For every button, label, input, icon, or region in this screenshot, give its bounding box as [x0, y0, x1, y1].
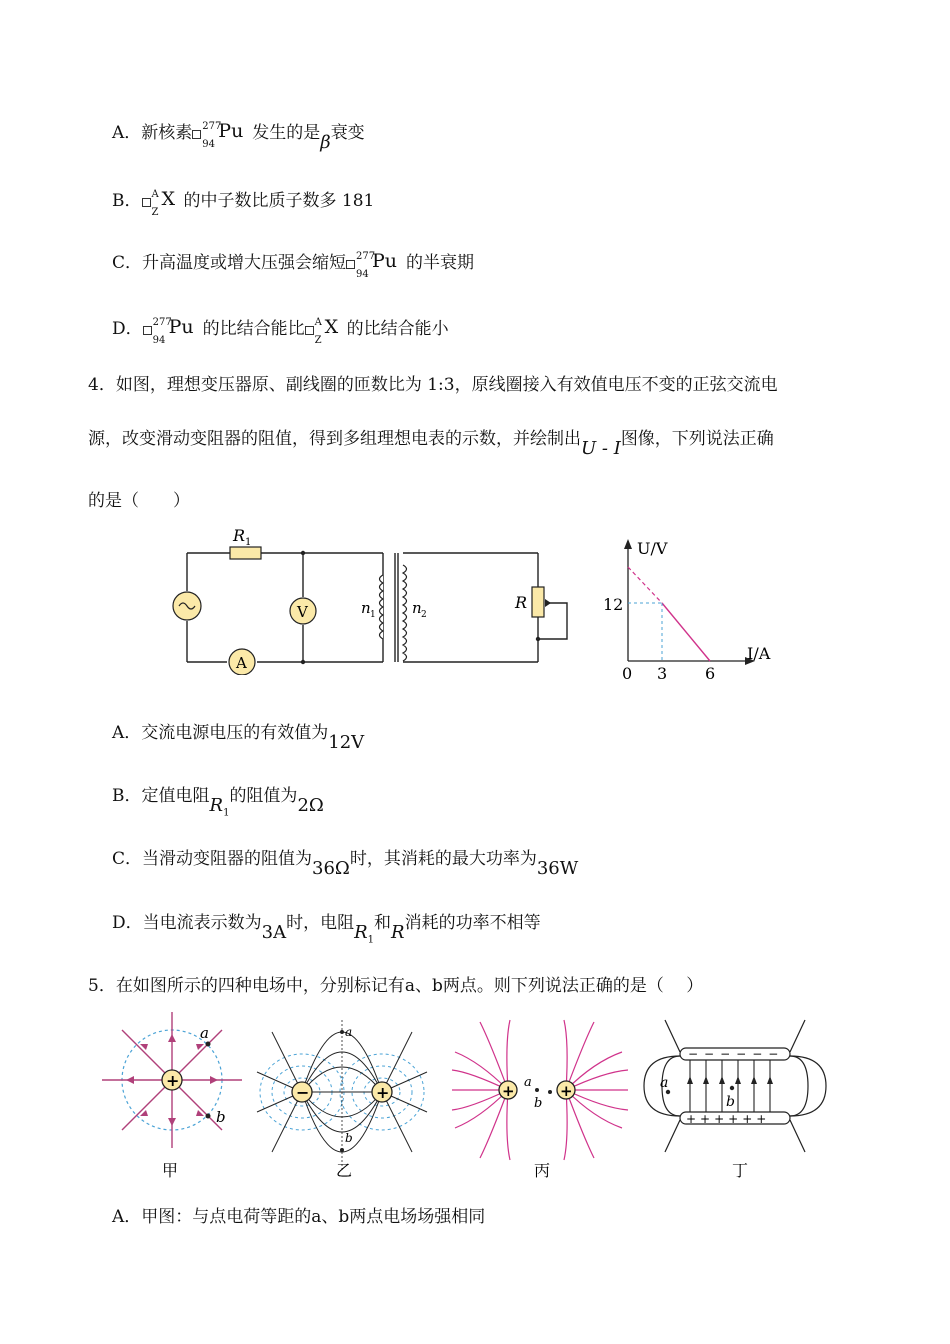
n2-label — [412, 599, 427, 620]
q4-stem-line3: 的是（ ） — [88, 491, 190, 511]
svg-text:2: 2 — [421, 610, 427, 620]
field-diagram-yi — [252, 1012, 430, 1182]
svg-text:++++++: ++++++ — [686, 1112, 771, 1126]
svg-text:1: 1 — [370, 610, 376, 620]
ammeter — [229, 649, 255, 675]
svg-text:+: + — [376, 1083, 390, 1102]
pu-nuclide: 277 94 Pu — [346, 248, 406, 276]
q4-option-d: D．当电流表示数为3A时，电阻$R_1$和R消耗的功率不相等 — [112, 913, 541, 946]
svg-text:R: R — [233, 526, 246, 545]
q3-option-d: D． 277 94 Pu 的比结合能比 A Z X 的比结合能小 — [112, 316, 449, 346]
q3-option-a: A．新核素 277 94 Pu 发生的是β衰变 — [112, 120, 365, 153]
label-jia: 甲 — [162, 1161, 179, 1180]
point-b-label: b — [534, 1096, 543, 1111]
q4-option-b: B．定值电阻$R_1$的阻值为2Ω — [112, 786, 324, 819]
label-yi: 乙 — [336, 1161, 353, 1180]
ac-source — [173, 592, 201, 620]
svg-text:V: V — [297, 603, 308, 621]
tick-6: 6 — [705, 664, 716, 683]
q3-option-b: B． A Z X 的中子数比质子数多 181 — [112, 188, 375, 218]
label-bing: 丙 — [534, 1161, 551, 1180]
point-a-label: a — [345, 1025, 353, 1039]
field-diagram-jia — [100, 1012, 248, 1182]
pu-nuclide: 277 94 Pu — [192, 118, 252, 146]
svg-text:+: + — [560, 1082, 573, 1100]
q4-option-a: A．交流电源电压的有效值为12V — [112, 723, 365, 753]
q4-option-c: C．当滑动变阻器的阻值为36Ω时，其消耗的最大功率为36W — [112, 849, 579, 879]
svg-text:A: A — [236, 654, 247, 672]
svg-text:R: R — [515, 593, 528, 612]
n1-label — [361, 599, 376, 620]
y-axis-label: U/V — [637, 539, 668, 558]
svg-text:n: n — [361, 599, 371, 617]
point-a-label: a — [660, 1075, 669, 1091]
point-a-label: a — [200, 1024, 209, 1042]
svg-text:−−−−−−: −−−−−− — [688, 1047, 785, 1061]
field-diagram-ding — [640, 1012, 830, 1182]
point-b-label: b — [216, 1108, 226, 1126]
pu-nuclide: 277 94 Pu — [143, 314, 203, 342]
x-nuclide: A Z X — [142, 186, 184, 214]
q5-stem: 5．在如图所示的四种电场中，分别标记有a、b两点。则下列说法正确的是（ ） — [88, 976, 704, 996]
tick-12: 12 — [603, 595, 624, 614]
point-b-label: b — [726, 1094, 735, 1110]
point-a-label: a — [524, 1075, 532, 1090]
transformer-circuit-diagram — [165, 525, 585, 675]
tick-3: 3 — [657, 664, 668, 683]
rheostat — [514, 587, 544, 617]
point-b-label: b — [345, 1131, 353, 1145]
q4-stem-line1: 4．如图，理想变压器原、副线圈的匝数比为 1:3，原线圈接入有效值电压不变的正弦交流电 — [88, 375, 778, 395]
svg-text:+: + — [166, 1071, 180, 1090]
label-ding: 丁 — [732, 1161, 749, 1180]
svg-text:n: n — [412, 599, 422, 617]
svg-text:1: 1 — [245, 537, 252, 548]
u-i-graph — [595, 535, 795, 685]
x-nuclide: A Z X — [305, 314, 347, 342]
q4-stem-line2: 源，改变滑动变阻器的阻值，得到多组理想电表的示数，并绘制出U - I图像，下列说法正确 — [88, 429, 774, 459]
r1-resistor — [230, 526, 261, 559]
svg-text:+: + — [502, 1082, 515, 1100]
x-axis-label: I/A — [747, 644, 771, 663]
q5-option-a: A．甲图：与点电荷等距的a、b两点电场场强相同 — [112, 1207, 486, 1227]
voltmeter — [290, 598, 316, 624]
svg-text:−: − — [296, 1083, 310, 1102]
tick-0: 0 — [622, 664, 633, 683]
field-diagram-bing — [450, 1012, 630, 1182]
q3-option-c: C．升高温度或增大压强会缩短 277 94 Pu 的半衰期 — [112, 250, 475, 280]
